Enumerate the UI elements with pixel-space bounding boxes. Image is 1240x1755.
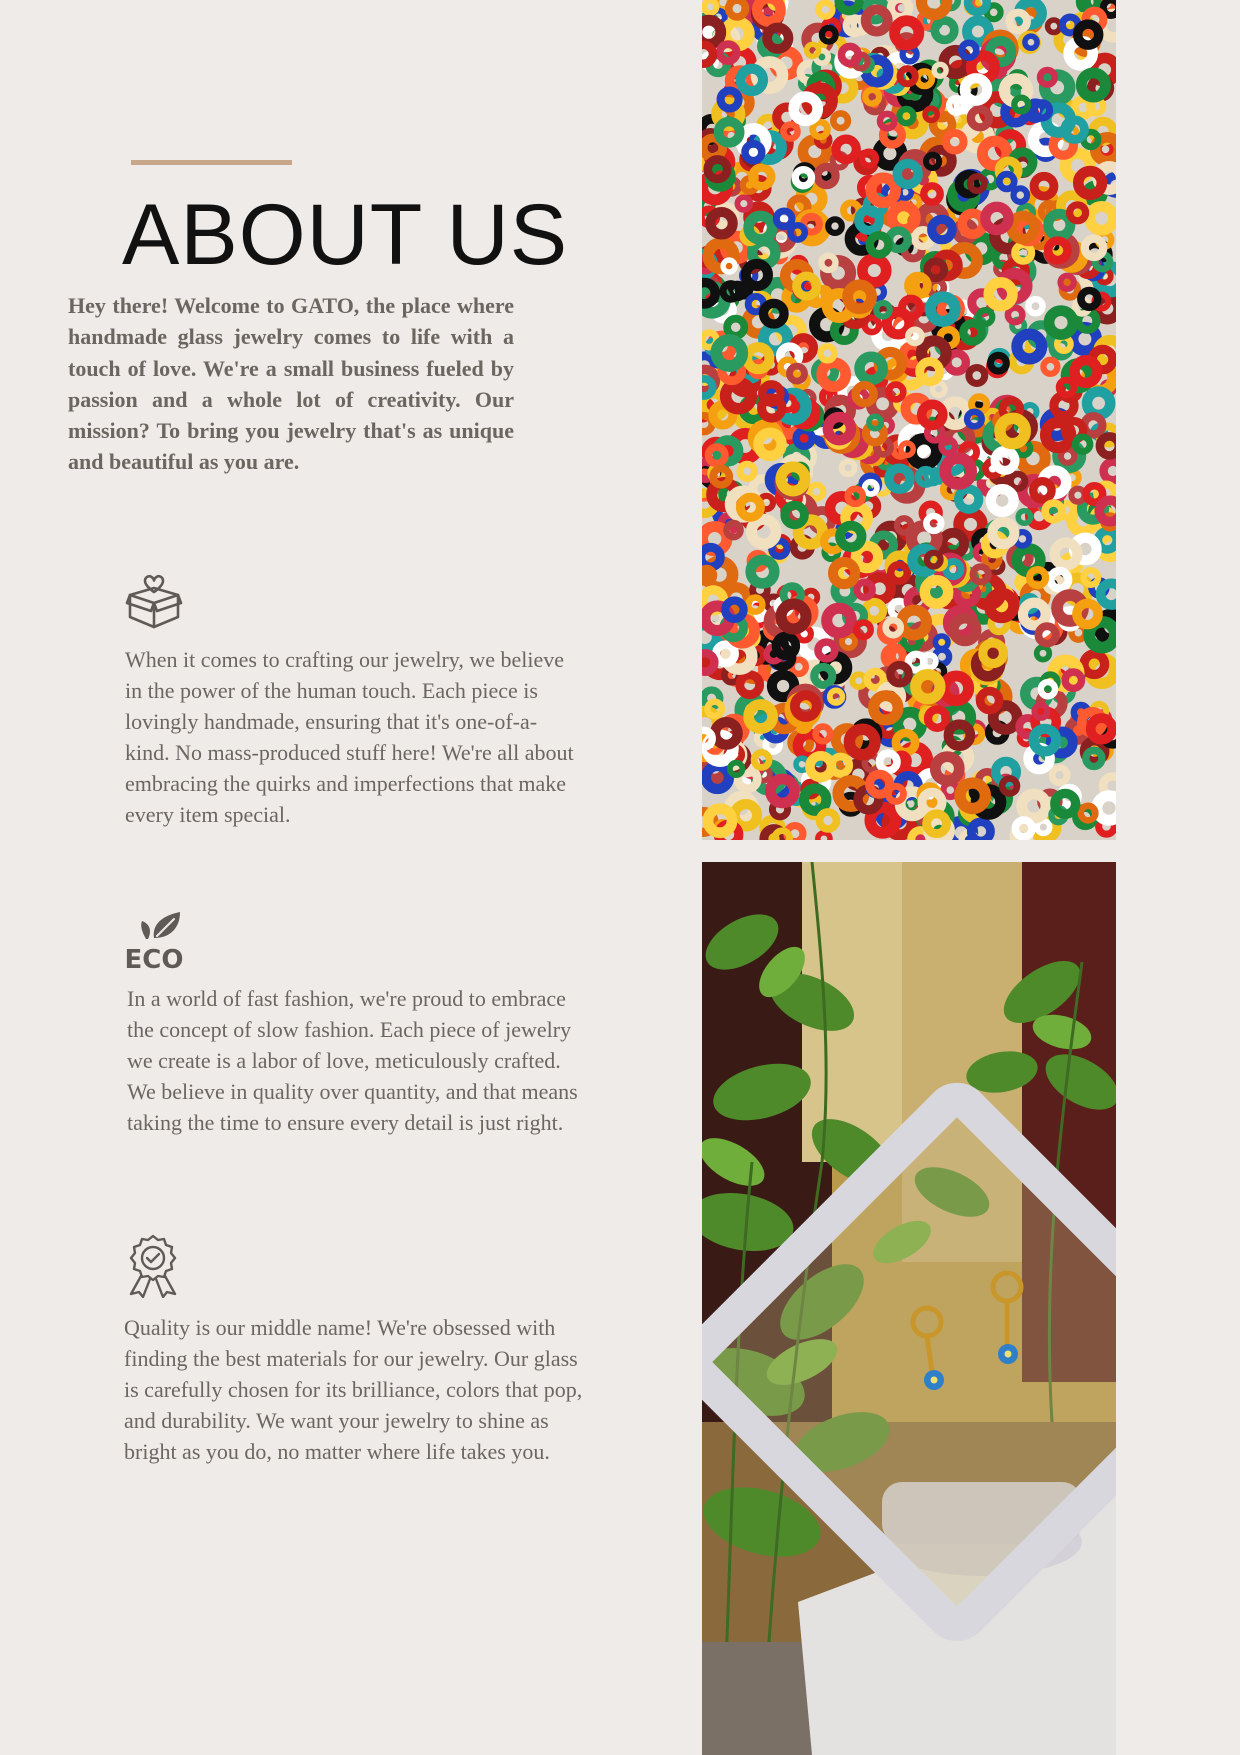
- intro-paragraph: Hey there! Welcome to GATO, the place where handmade glass jewelry comes to life with a touch of love. We're a small business fueled by passion and a whole lot of creativity. Our mission? To bring you jewelry that's as unique and beautiful as you are.: [68, 293, 514, 475]
- feature-quality-text: Quality is our middle name! We're obsessed with finding the best materials for our jewelry. Our glass is carefully chosen for its brilliance, colors that pop, and durability. We want your jewelry to shine as bright as you do, no matter where life takes you.: [124, 1315, 583, 1464]
- eco-leaf-icon: [124, 910, 184, 970]
- eco-icon-label: ECO: [124, 945, 184, 970]
- colorful-glass-beads-photo: [702, 0, 1116, 840]
- title-accent-line: [131, 160, 292, 165]
- earrings-display-frame-plant-photo: [702, 862, 1116, 1755]
- quality-award-ribbon-icon: [125, 1234, 181, 1298]
- feature-handmade-text: When it comes to crafting our jewelry, we believe in the power of the human touch. Each piece is lovingly handmade, ensuring that it's one-of-a-kind. No mass-produced stuff here! We're all about embracing the quirks and imperfections that make every item special.: [125, 647, 574, 827]
- page-title: ABOUT US: [122, 187, 569, 283]
- feature-slow-fashion-text: In a world of fast fashion, we're proud to embrace the concept of slow fashion. Each piece of jewelry we create is a labor of love, meticulously crafted. We believe in quality over quantity, and that means taking the time to ensure every detail is just right.: [127, 986, 578, 1135]
- gift-box-heart-icon: [125, 573, 183, 631]
